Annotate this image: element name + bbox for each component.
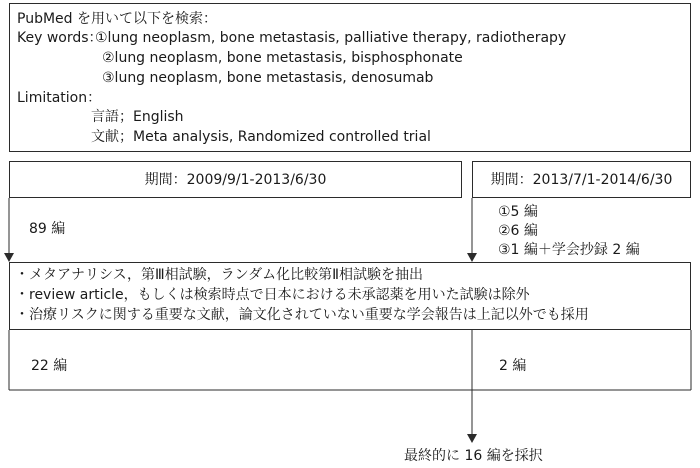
keywords-label: Key words： bbox=[17, 30, 103, 46]
period-1-label: 期間：2009/9/1-2013/6/30 bbox=[144, 172, 327, 188]
result-2-count: 2 編 bbox=[499, 358, 527, 374]
criterion-2: ・review article，もしくは検索時点で日本における未承認薬を用いた試験は除外 bbox=[15, 287, 530, 303]
arrowhead-right bbox=[467, 253, 477, 262]
result-1-count: 22 編 bbox=[31, 358, 68, 374]
arrowhead-final bbox=[467, 434, 477, 443]
period-1-count: 89 編 bbox=[29, 221, 66, 237]
limitation-language: 言語；English bbox=[91, 109, 184, 125]
limitation-literature: 文献；Meta analysis, Randomized controlled trial bbox=[91, 129, 431, 145]
arrowhead-left bbox=[4, 253, 14, 262]
criterion-3: ・治療リスクに関する重要な文献，論文化されていない重要な学会報告は上記以外でも採用 bbox=[15, 307, 589, 323]
period-2-label: 期間：2013/7/1-2014/6/30 bbox=[490, 172, 673, 188]
keyword-3: ③lung neoplasm, bone metastasis, denosumab bbox=[102, 70, 434, 86]
keyword-2: ②lung neoplasm, bone metastasis, bisphosphonate bbox=[102, 50, 463, 66]
limitation-label: Limitation： bbox=[17, 90, 102, 106]
criterion-1: ・メタアナリシス，第Ⅲ相試験，ランダム化比較第Ⅱ相試験を抽出 bbox=[15, 267, 423, 283]
period-2-count-3: ③1 編＋学会抄録 2 編 bbox=[498, 242, 640, 258]
final-result: 最終的に 16 編を採択 bbox=[404, 448, 543, 464]
search-title: PubMed を用いて以下を検索： bbox=[17, 11, 217, 27]
period-2-count-2: ②6 編 bbox=[498, 223, 538, 239]
period-2-count-1: ①5 編 bbox=[498, 204, 538, 220]
keyword-1: ①lung neoplasm, bone metastasis, palliative therapy, radiotherapy bbox=[95, 30, 567, 46]
